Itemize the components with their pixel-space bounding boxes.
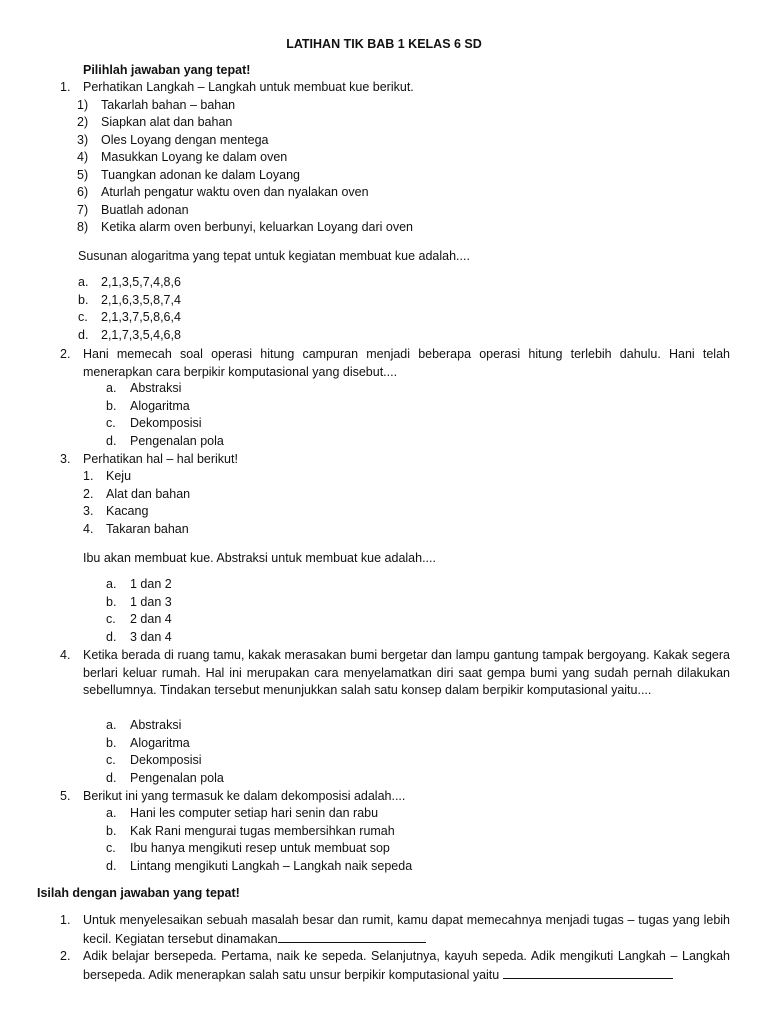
step-text: Ketika alarm oven berbunyi, keluarkan Loyang dari oven bbox=[101, 220, 413, 234]
item-text: Takaran bahan bbox=[106, 522, 189, 536]
step-number: 1) bbox=[77, 98, 89, 112]
option-text: Dekomposisi bbox=[130, 753, 202, 767]
fill-question bbox=[83, 912, 730, 948]
step-text: Tuangkan adonan ke dalam Loyang bbox=[101, 168, 300, 182]
question-number: 1. bbox=[60, 80, 71, 94]
option-letter: d. bbox=[106, 859, 117, 873]
option-letter: b. bbox=[78, 293, 89, 307]
option-text: Pengenalan pola bbox=[130, 771, 224, 785]
option-text: 2,1,3,7,5,8,6,4 bbox=[101, 310, 181, 324]
step-number: 4) bbox=[77, 150, 89, 164]
option-letter: d. bbox=[106, 434, 117, 448]
option-text: Pengenalan pola bbox=[130, 434, 224, 448]
question-text: Berikut ini yang termasuk ke dalam dekomposisi adalah.... bbox=[83, 789, 406, 803]
step-number: 3) bbox=[77, 133, 89, 147]
step-number: 5) bbox=[77, 168, 89, 182]
question-number: 4. bbox=[60, 648, 71, 662]
option-letter: b. bbox=[106, 824, 117, 838]
item-number: 2. bbox=[83, 487, 94, 501]
option-text: Hani les computer setiap hari senin dan rabu bbox=[130, 806, 379, 820]
step-text: Siapkan alat dan bahan bbox=[101, 115, 233, 129]
option-text: 1 dan 2 bbox=[130, 577, 172, 591]
step-number: 6) bbox=[77, 185, 89, 199]
item-number: 4. bbox=[83, 522, 94, 536]
item-text: Keju bbox=[106, 469, 132, 483]
option-text: Dekomposisi bbox=[130, 416, 202, 430]
option-letter: b. bbox=[106, 595, 117, 609]
item-number: 1. bbox=[83, 469, 94, 483]
fill-question bbox=[83, 948, 730, 984]
question-text: Perhatikan hal – hal berikut! bbox=[83, 452, 238, 466]
option-letter: a. bbox=[106, 718, 117, 732]
option-letter: c. bbox=[106, 841, 116, 855]
option-letter: b. bbox=[106, 399, 117, 413]
answer-blank[interactable] bbox=[278, 930, 426, 943]
question-text: Adik belajar bersepeda. Pertama, naik ke sepeda. Selanjutnya, kayuh sepeda. Adik mengikuti Langkah – Langkah bersepeda. Adik menerapkan salah satu unsur berpikir komputasional yaitu bbox=[83, 949, 730, 982]
option-letter: c. bbox=[78, 310, 88, 324]
option-letter: a. bbox=[106, 577, 117, 591]
option-letter: b. bbox=[106, 736, 117, 750]
option-letter: d. bbox=[106, 771, 117, 785]
option-letter: d. bbox=[106, 630, 117, 644]
question-number: 1. bbox=[60, 913, 71, 927]
option-letter: c. bbox=[106, 612, 116, 626]
option-text: 2,1,3,5,7,4,8,6 bbox=[101, 275, 181, 289]
step-text: Masukkan Loyang ke dalam oven bbox=[101, 150, 288, 164]
step-number: 7) bbox=[77, 203, 89, 217]
step-text: Oles Loyang dengan mentega bbox=[101, 133, 269, 147]
option-letter: c. bbox=[106, 416, 116, 430]
option-text: Alogaritma bbox=[130, 399, 190, 413]
option-text: 1 dan 3 bbox=[130, 595, 172, 609]
item-text: Alat dan bahan bbox=[106, 487, 191, 501]
step-number: 8) bbox=[77, 220, 89, 234]
option-text: Lintang mengikuti Langkah – Langkah naik sepeda bbox=[130, 859, 413, 873]
step-number: 2) bbox=[77, 115, 89, 129]
question-number: 3. bbox=[60, 452, 71, 466]
section1-heading: Pilihlah jawaban yang tepat! bbox=[83, 63, 251, 77]
option-text: 2 dan 4 bbox=[130, 612, 172, 626]
question-prompt: Susunan alogaritma yang tepat untuk kegiatan membuat kue adalah.... bbox=[78, 249, 470, 263]
option-text: Alogaritma bbox=[130, 736, 190, 750]
answer-blank[interactable] bbox=[503, 966, 673, 979]
question-prompt: Ibu akan membuat kue. Abstraksi untuk membuat kue adalah.... bbox=[83, 551, 436, 565]
page-title: LATIHAN TIK BAB 1 KELAS 6 SD bbox=[286, 37, 482, 51]
option-text: 2,1,7,3,5,4,6,8 bbox=[101, 328, 181, 342]
option-text: 3 dan 4 bbox=[130, 630, 172, 644]
question-number: 2. bbox=[60, 347, 71, 361]
option-text: 2,1,6,3,5,8,7,4 bbox=[101, 293, 181, 307]
option-text: Abstraksi bbox=[130, 718, 182, 732]
section2-heading: Isilah dengan jawaban yang tepat! bbox=[37, 886, 240, 900]
step-text: Buatlah adonan bbox=[101, 203, 189, 217]
question-number: 2. bbox=[60, 949, 71, 963]
question-number: 5. bbox=[60, 789, 71, 803]
item-text: Kacang bbox=[106, 504, 149, 518]
question-text: Untuk menyelesaikan sebuah masalah besar dan rumit, kamu dapat memecahnya menjadi tugas – tugas yang lebih kecil. Kegiatan tersebut dinamakan bbox=[83, 913, 730, 946]
step-text: Aturlah pengatur waktu oven dan nyalakan oven bbox=[101, 185, 369, 199]
option-letter: a. bbox=[78, 275, 89, 289]
option-text: Kak Rani mengurai tugas membersihkan rumah bbox=[130, 824, 395, 838]
item-number: 3. bbox=[83, 504, 94, 518]
option-text: Abstraksi bbox=[130, 381, 182, 395]
question-text: Hani memecah soal operasi hitung campuran menjadi beberapa operasi hitung terlebih dahulu. Hani telah menerapkan cara berpikir komputasional yang disebut.... bbox=[83, 347, 730, 379]
option-letter: a. bbox=[106, 806, 117, 820]
option-letter: c. bbox=[106, 753, 116, 767]
option-text: Ibu hanya mengikuti resep untuk membuat sop bbox=[130, 841, 390, 855]
step-text: Takarlah bahan – bahan bbox=[101, 98, 236, 112]
option-letter: a. bbox=[106, 381, 117, 395]
question-text: Perhatikan Langkah – Langkah untuk membuat kue berikut. bbox=[83, 80, 414, 94]
option-letter: d. bbox=[78, 328, 89, 342]
question-text: Ketika berada di ruang tamu, kakak merasakan bumi bergetar dan lampu gantung tampak bergoyang. Kakak segera berlari keluar rumah. Hal ini merupakan cara menyelamatkan diri saat gempa bumi yang sudah pernah dilakukan sebellumnya. Tindakan tersebut menunjukkan salah satu konsep dalam berpikir komputasional yaitu.... bbox=[83, 648, 730, 697]
